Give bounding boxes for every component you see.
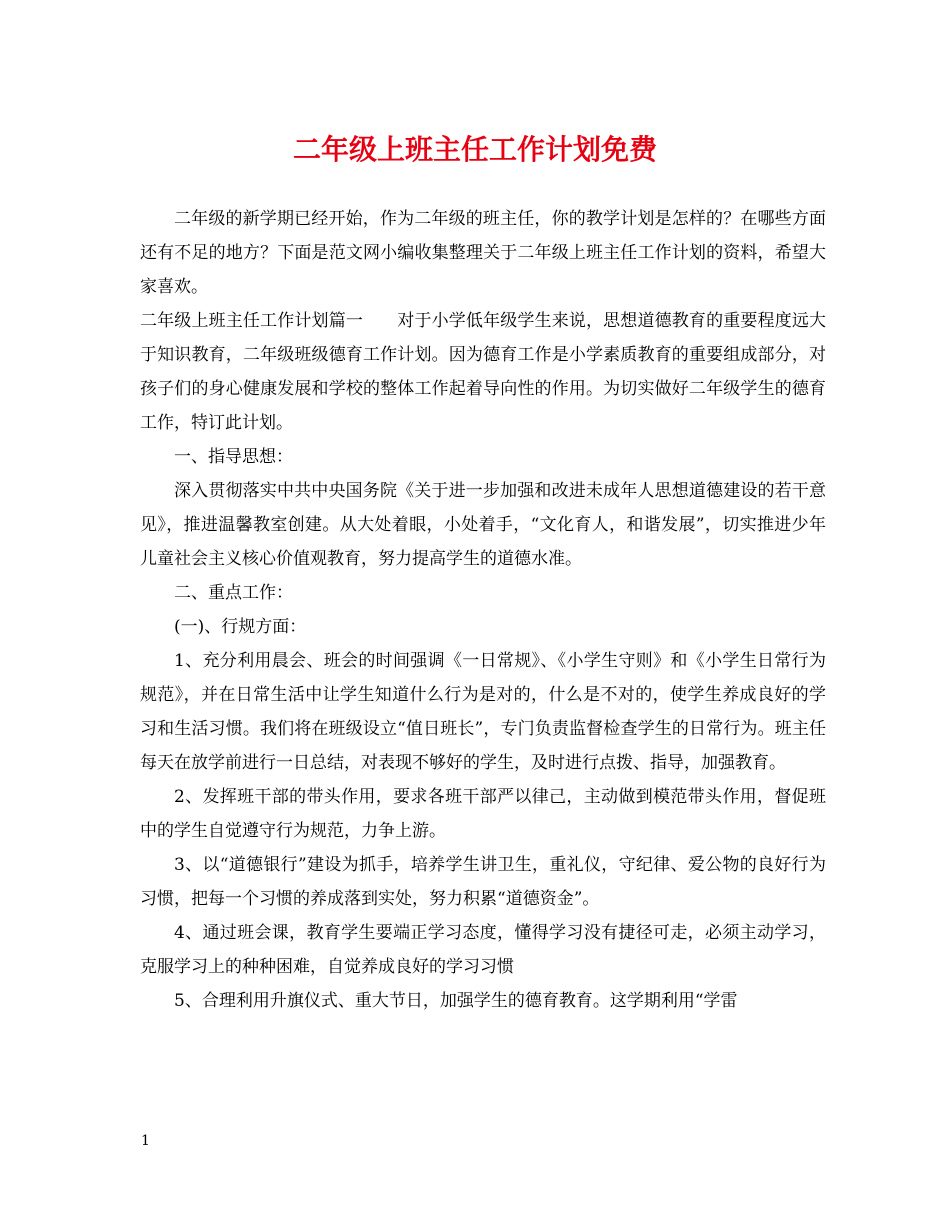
paragraph-item-2: 2、发挥班干部的带头作用，要求各班干部严以律己，主动做到模范带头作用，督促班中的学生自觉遵守行为规范，力争上游。 <box>140 787 826 841</box>
paragraph-item-5: 5、合理利用升旗仪式、重大节日，加强学生的德育教育。这学期利用“学雷 <box>174 991 738 1011</box>
heading-conduct: (一)、行规方面： <box>174 617 307 637</box>
paragraph-item-1: 1、充分利用晨会、班会的时间强调《一日常规》、《小学生守则》和《小学生日常行为规范》，并在日常生活中让学生知道什么行为是对的，什么是不对的，使学生养成良好的学习和生活习惯。我们将在班级设立“值日班长”，专门负责监督检查学生的日常行为。班主任每天在放学前进行一日总结，对表现不够好的学生，及时进行点拨、指导，加强教育。 <box>140 651 826 773</box>
document-body <box>140 202 826 1018</box>
heading-key-work: 二、重点工作： <box>174 583 293 603</box>
heading-guiding-thought: 一、指导思想： <box>174 447 293 467</box>
document-title: 二年级上班主任工作计划免费 <box>292 133 657 166</box>
paragraph-guiding-thought: 深入贯彻落实中共中央国务院《关于进一步加强和改进未成年人思想道德建设的若干意见》，推进温馨教室创建。从大处着眼，小处着手，“文化育人，和谐发展”，切实推进少年儿童社会主义核心价值观教育，努力提高学生的道德水准。 <box>140 481 826 569</box>
paragraph-plan-one: 二年级上班主任工作计划篇一 对于小学低年级学生来说，思想道德教育的重要程度远大于知识教育，二年级班级德育工作计划。因为德育工作是小学素质教育的重要组成部分，对孩子们的身心健康发展和学校的整体工作起着导向性的作用。为切实做好二年级学生的德育工作，特订此计划。 <box>140 311 826 433</box>
paragraph-item-4: 4、通过班会课，教育学生要端正学习态度，懂得学习没有捷径可走，必须主动学习，克服学习上的种种困难，自觉养成良好的学习习惯 <box>140 923 826 977</box>
paragraph-item-3: 3、以“道德银行”建设为抓手，培养学生讲卫生，重礼仪，守纪律、爱公物的良好行为习惯，把每一个习惯的养成落到实处，努力积累“道德资金”。 <box>140 855 826 909</box>
paragraph-intro: 二年级的新学期已经开始，作为二年级的班主任，你的教学计划是怎样的？在哪些方面还有不足的地方？下面是范文网小编收集整理关于二年级上班主任工作计划的资料，希望大家喜欢。 <box>140 209 826 297</box>
page-number: 1 <box>141 1133 150 1149</box>
